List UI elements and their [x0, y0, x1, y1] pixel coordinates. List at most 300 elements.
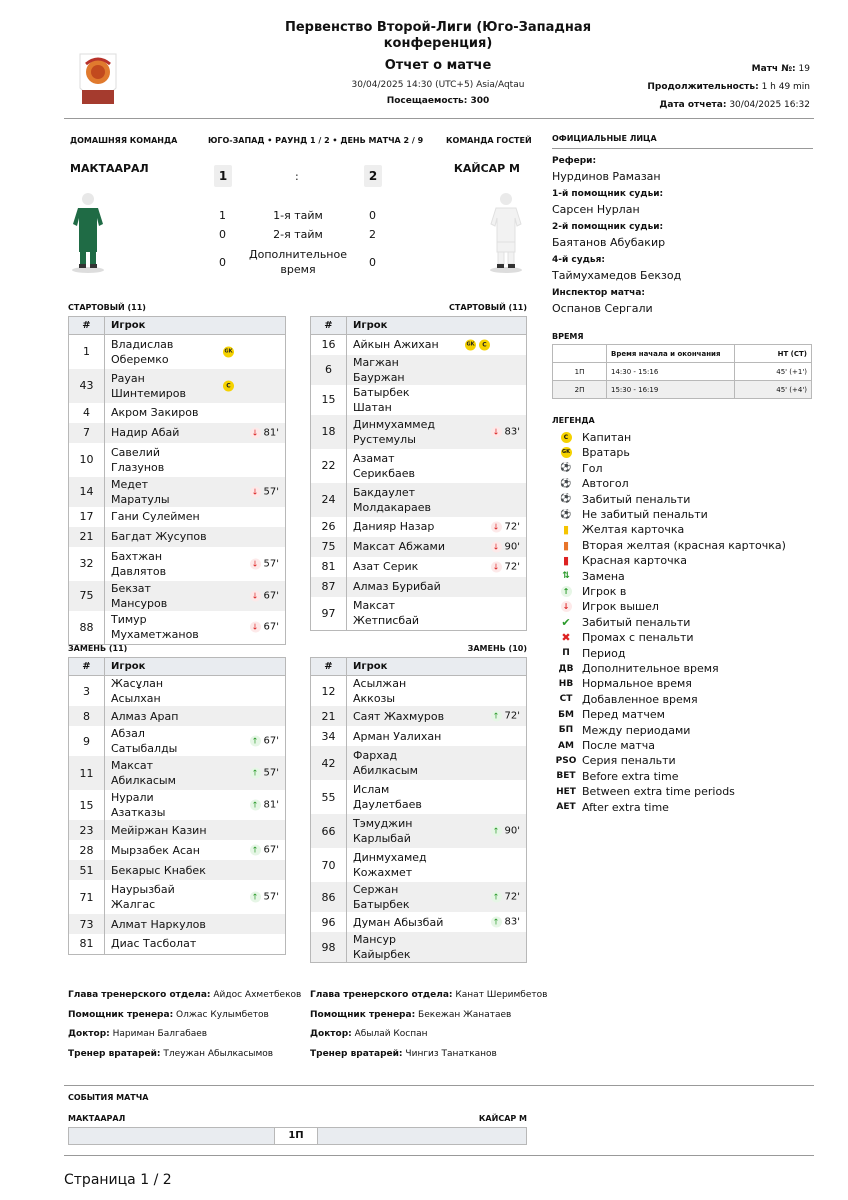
- table-row: [69, 527, 286, 547]
- player-name: Мансур Кайырбек: [353, 933, 411, 961]
- table-row: [311, 726, 527, 746]
- period2-away: 2: [369, 228, 376, 241]
- page-number: Страница 1 / 2: [64, 1172, 172, 1188]
- player-in-icon: ↑: [556, 586, 576, 597]
- player-name: Сержан Батырбек: [353, 883, 410, 911]
- sub-minute: 67': [263, 590, 279, 601]
- table-row: [311, 780, 527, 814]
- sub-minute: 57': [263, 767, 279, 779]
- legend-item: [556, 553, 687, 568]
- player-cell: [105, 477, 286, 507]
- away-team-label: КОМАНДА ГОСТЕЙ: [446, 136, 532, 145]
- player-number: 7: [69, 423, 105, 443]
- legend-label: Не забитый пенальти: [582, 508, 708, 521]
- legend-item: [556, 507, 708, 522]
- legend-item: [556, 538, 786, 553]
- table-row: [69, 547, 286, 581]
- second-yellow-icon: ▮: [562, 538, 570, 552]
- player-in-icon: ↑: [250, 800, 261, 811]
- table-row: [69, 477, 286, 507]
- player-name: Алмаз Арап: [111, 709, 179, 723]
- abbr-bet: BET: [556, 771, 576, 782]
- sub-minute: 72': [504, 561, 520, 572]
- player-in-icon: ↑: [491, 917, 502, 928]
- legend-item: [556, 769, 678, 784]
- legend-item: [556, 615, 690, 630]
- table-row: [311, 597, 527, 631]
- goal-icon: ⚽: [560, 463, 572, 474]
- table-row: [311, 355, 527, 385]
- player-name: Фархад Абилкасым: [353, 749, 418, 777]
- officials-list: [552, 156, 681, 315]
- staff-member: Доктор: Абылай Коспан: [310, 1029, 428, 1039]
- extra-label: Дополнительное время: [249, 248, 347, 276]
- table-row: [311, 912, 527, 932]
- col-number: #: [311, 658, 347, 676]
- penalty-check-icon: ✔: [561, 615, 571, 629]
- sub-minute: 83': [504, 426, 520, 437]
- player-cell: [105, 507, 286, 527]
- player-number: 21: [311, 706, 347, 726]
- table-row: [69, 914, 286, 934]
- table-row: [311, 676, 527, 707]
- player-cell: [347, 483, 527, 517]
- legend-label: Капитан: [582, 431, 632, 444]
- player-cell: [105, 914, 286, 934]
- abbr-extra: ДВ: [558, 663, 574, 674]
- sub-minute: 83': [504, 916, 520, 928]
- legend-label: Игрок вышел: [582, 600, 659, 614]
- player-name: Наурызбай Жалгас: [111, 883, 175, 911]
- abbr-before: БМ: [558, 709, 574, 720]
- player-name: Бахтжан Давлятов: [111, 549, 167, 578]
- table-row: [69, 507, 286, 527]
- col-player: Игрок: [105, 658, 286, 676]
- legend-item: [556, 599, 659, 614]
- player-cell: [105, 934, 286, 954]
- player-cell: [105, 403, 286, 423]
- time-table: [552, 344, 812, 399]
- player-cell: [347, 557, 527, 577]
- player-cell: [347, 932, 527, 963]
- player-number: 34: [311, 726, 347, 746]
- round-info: ЮГО-ЗАПАД • РАУНД 1 / 2 • ДЕНЬ МАТЧА 2 / 9: [208, 136, 424, 145]
- table-row: [69, 934, 286, 954]
- player-cell: [105, 581, 286, 611]
- legend-label: Красная карточка: [582, 554, 688, 568]
- table-row: [69, 443, 286, 477]
- legend-item: [556, 676, 692, 691]
- player-cell: [105, 840, 286, 860]
- legend-item: [556, 492, 690, 507]
- away-starting-caption: СТАРТОВЫЙ (11): [449, 303, 527, 312]
- abbr-pso: PSO: [555, 755, 577, 766]
- away-score: 2: [364, 165, 382, 187]
- table-row: [311, 882, 527, 912]
- home-subs-table: [68, 657, 286, 955]
- legend-item: [556, 661, 719, 676]
- official-role: 4-й судья:: [552, 255, 605, 265]
- sub-minute: 72': [504, 891, 520, 903]
- legend-label: После матча: [582, 739, 656, 752]
- away-subs-table: [310, 657, 527, 963]
- col-player: Игрок: [347, 658, 527, 676]
- home-score: 1: [214, 165, 232, 187]
- match-duration: Продолжительность: 1 h 49 min: [647, 82, 810, 92]
- home-starting-table: [68, 316, 286, 645]
- table-row: [69, 880, 286, 914]
- captain-icon: C: [479, 339, 490, 350]
- player-name: Алмаз Бурибай: [353, 580, 441, 593]
- abbr-het: HET: [556, 786, 576, 797]
- table-row: [311, 537, 527, 557]
- player-cell: [347, 577, 527, 597]
- legend-item: [556, 738, 655, 753]
- match-number: Матч №: 19: [751, 64, 810, 74]
- player-cell: [105, 369, 286, 403]
- official-name: Нурдинов Рамазан: [552, 170, 661, 183]
- player-name: Данияр Назар: [353, 520, 435, 533]
- player-number: 1: [69, 335, 105, 369]
- legend-label: Забитый пенальти: [582, 615, 691, 629]
- period1-label: 1-я тайм: [273, 209, 323, 222]
- events-timeline: [68, 1127, 527, 1145]
- period2-label: 2-я тайм: [273, 228, 323, 241]
- table-row: [311, 415, 527, 449]
- player-number: 16: [311, 335, 347, 355]
- player-cell: [105, 790, 286, 820]
- legend-label: Замена: [582, 569, 625, 583]
- abbr-period: П: [562, 648, 570, 659]
- player-name: Савелий Глазунов: [111, 445, 165, 474]
- officials-divider: [552, 148, 813, 149]
- player-cell: [347, 676, 527, 707]
- player-cell: [347, 355, 527, 385]
- player-out-icon: ↓: [491, 541, 502, 552]
- penalty-cross-icon: ✖: [561, 631, 571, 645]
- table-header: [311, 658, 527, 676]
- table-row: [69, 726, 286, 756]
- legend-caption: ЛЕГЕНДА: [552, 416, 595, 425]
- table-row: [69, 581, 286, 611]
- player-name: Гани Сулеймен: [111, 510, 200, 523]
- player-number: 43: [69, 369, 105, 403]
- staff-member: Тренер вратарей: Чингиз Танатканов: [310, 1048, 497, 1059]
- staff-member: Глава тренерского отдела: Канат Шеримбетов: [310, 990, 548, 1000]
- legend-label: Between extra time periods: [582, 785, 735, 799]
- substitution-icon: ⇅: [562, 571, 570, 582]
- time-caption: ВРЕМЯ: [552, 332, 584, 341]
- player-name: Тэмуджин Карлыбай: [353, 817, 413, 845]
- player-number: 15: [69, 790, 105, 820]
- table-row: [311, 932, 527, 963]
- official-role: 2-й помощник судьи:: [552, 222, 664, 232]
- player-name: Асылжан Аккозы: [353, 677, 407, 705]
- player-number: 81: [311, 557, 347, 577]
- table-row: [311, 483, 527, 517]
- player-name: Надир Абай: [111, 426, 180, 439]
- goalkeeper-icon: GK: [223, 346, 234, 357]
- legend-item: [556, 707, 665, 722]
- player-cell: [347, 706, 527, 726]
- player-name: Азамат Серикбаев: [353, 451, 415, 480]
- player-cell: [105, 820, 286, 840]
- legend-label: Дополнительное время: [582, 662, 719, 675]
- player-out-icon: ↓: [250, 427, 261, 438]
- player-in-icon: ↑: [491, 892, 502, 903]
- abbr-aet: AET: [556, 802, 576, 813]
- player-name: Тимур Мухаметжанов: [111, 613, 199, 642]
- yellow-card-icon: ▮: [562, 523, 570, 537]
- player-out-icon: ↓: [491, 561, 502, 572]
- away-team-name: КАЙСАР М: [453, 162, 520, 175]
- player-cell: [347, 517, 527, 537]
- events-period: 1П: [274, 1128, 318, 1144]
- table-row: [69, 756, 286, 790]
- away-kit-icon: [488, 190, 524, 277]
- official-role: Рефери:: [552, 156, 597, 166]
- sub-minute: 67': [263, 621, 279, 633]
- player-cell: [105, 443, 286, 477]
- player-cell: [347, 780, 527, 814]
- legend-label: Желтая карточка: [582, 523, 685, 537]
- table-row: [69, 335, 286, 369]
- sub-minute: 90': [504, 825, 520, 837]
- player-cell: [105, 756, 286, 790]
- official-role: Инспектор матча:: [552, 288, 645, 298]
- player-number: 10: [69, 443, 105, 477]
- player-cell: [105, 860, 286, 880]
- legend-label: Промах с пенальти: [582, 631, 694, 645]
- player-number: 12: [311, 676, 347, 707]
- legend-label: Перед матчем: [582, 708, 665, 722]
- penalty-scored-icon: ⚽: [560, 494, 572, 505]
- player-name: Нурали Азатказы: [111, 791, 166, 819]
- player-cell: [105, 706, 286, 726]
- player-name: Рауан Шинтемиров: [111, 371, 186, 400]
- table-row: [311, 449, 527, 483]
- events-caption: СОБЫТИЯ МАТЧА: [68, 1093, 149, 1102]
- player-name: Владислав Оберемко: [111, 337, 174, 366]
- period1-home: 1: [219, 209, 226, 222]
- player-name: Саят Жахмуров: [353, 709, 445, 723]
- col-number: #: [69, 658, 105, 676]
- sub-minute: 81': [263, 427, 279, 438]
- player-number: 6: [311, 355, 347, 385]
- official-name: Таймухамедов Бекзод: [552, 269, 682, 282]
- player-number: 70: [311, 848, 347, 882]
- player-name: Медет Маратулы: [111, 477, 170, 506]
- table-row: [69, 860, 286, 880]
- player-number: 11: [69, 756, 105, 790]
- legend-label: Игрок в: [582, 585, 627, 598]
- player-cell: [105, 880, 286, 914]
- player-name: Айкын Ажихан: [353, 338, 439, 352]
- player-in-icon: ↑: [250, 845, 261, 856]
- abbr-added: СТ: [559, 694, 573, 705]
- player-name: Алмат Наркулов: [111, 917, 206, 931]
- player-cell: [347, 882, 527, 912]
- goalkeeper-icon: GK: [556, 447, 576, 458]
- legend-item: [556, 461, 602, 476]
- staff-member: Тренер вратарей: Тлеужан Абылкасымов: [68, 1048, 274, 1059]
- official-name: Баятанов Абубакир: [552, 236, 666, 249]
- player-cell: [347, 415, 527, 449]
- player-name: Максат Абжами: [353, 540, 445, 553]
- player-number: 9: [69, 726, 105, 756]
- player-number: 8: [69, 706, 105, 726]
- player-number: 22: [311, 449, 347, 483]
- table-row: [311, 814, 527, 848]
- legend-item: [556, 646, 626, 661]
- table-row: [311, 848, 527, 882]
- table-row: [69, 611, 286, 645]
- player-name: Динмухаммед Рустемулы: [353, 417, 435, 446]
- legend-item: [556, 692, 698, 707]
- table-header: [311, 317, 527, 335]
- report-subtitle: Отчет о матче: [384, 58, 492, 73]
- legend-item: [556, 753, 676, 768]
- sub-minute: 72': [504, 521, 520, 532]
- table-row: [69, 369, 286, 403]
- player-number: 66: [311, 814, 347, 848]
- legend-label: Before extra time: [582, 769, 679, 783]
- legend-label: After extra time: [582, 800, 669, 814]
- goalkeeper-icon: GK: [465, 339, 476, 350]
- legend-item: [556, 584, 626, 599]
- player-number: 51: [69, 860, 105, 880]
- player-name: Арман Уалихан: [353, 729, 442, 743]
- table-row: [69, 820, 286, 840]
- table-row: [69, 423, 286, 443]
- legend-item: [556, 522, 684, 537]
- col-player: Игрок: [105, 317, 286, 335]
- legend-label: Вторая желтая (красная карточка): [582, 538, 786, 552]
- player-name: Багдат Жусупов: [111, 530, 207, 543]
- player-cell: [105, 527, 286, 547]
- events-away-team: КАЙСАР М: [478, 1114, 527, 1123]
- sub-minute: 57': [263, 558, 279, 569]
- period2-home: 0: [219, 228, 226, 241]
- sub-minute: 67': [263, 735, 279, 747]
- player-cell: [105, 676, 286, 707]
- time-col-ht: HT (CT): [735, 345, 812, 363]
- player-out-icon: ↓: [491, 426, 502, 437]
- sub-minute: 90': [504, 541, 520, 552]
- sub-minute: 67': [263, 844, 279, 856]
- player-out-icon: ↓: [250, 590, 261, 601]
- player-number: 73: [69, 914, 105, 934]
- player-number: 71: [69, 880, 105, 914]
- table-header: [69, 317, 286, 335]
- player-name: Максат Абилкасым: [111, 759, 176, 787]
- player-cell: [347, 848, 527, 882]
- player-out-icon: ↓: [491, 521, 502, 532]
- player-in-icon: ↑: [491, 711, 502, 722]
- player-cell: [347, 746, 527, 780]
- table-row: [69, 403, 286, 423]
- captain-icon: C: [223, 380, 234, 391]
- time-row: 2П 15:30 - 16:19 45' (+4'): [553, 381, 812, 399]
- legend-item: [556, 569, 625, 584]
- player-in-icon: ↑: [250, 892, 261, 903]
- home-team-name: МАКТААРАЛ: [70, 162, 149, 175]
- away-starting-table: [310, 316, 527, 631]
- extra-home: 0: [219, 256, 226, 269]
- player-out-icon: ↓: [556, 601, 576, 612]
- table-row: [311, 517, 527, 537]
- legend-item: [556, 723, 690, 738]
- player-name: Бакдаулет Молдакараев: [353, 485, 431, 514]
- player-number: 42: [311, 746, 347, 780]
- extra-away: 0: [369, 256, 376, 269]
- player-name: Бекзат Мансуров: [111, 581, 168, 610]
- table-row: [311, 385, 527, 415]
- player-out-icon: ↓: [250, 558, 261, 569]
- player-cell: [347, 449, 527, 483]
- player-number: 4: [69, 403, 105, 423]
- player-in-icon: ↑: [491, 826, 502, 837]
- player-name: Бекарыс Кнабек: [111, 863, 206, 877]
- legend-label: Вратарь: [582, 446, 630, 460]
- events-divider: [64, 1085, 814, 1086]
- player-name: Мейіржан Казин: [111, 823, 207, 837]
- home-kit-icon: [70, 190, 106, 277]
- player-cell: [105, 335, 286, 369]
- home-subs-caption: ЗАМЕНЬ (11): [68, 644, 128, 653]
- player-in-icon: ↑: [250, 768, 261, 779]
- player-number: 32: [69, 547, 105, 581]
- player-number: 21: [69, 527, 105, 547]
- table-row: [69, 676, 286, 707]
- legend-label: Серия пенальти: [582, 754, 676, 768]
- player-number: 75: [311, 537, 347, 557]
- legend-item: [556, 630, 694, 645]
- legend-label: Гол: [582, 461, 603, 475]
- home-starting-caption: СТАРТОВЫЙ (11): [68, 303, 146, 312]
- player-name: Батырбек Шатан: [353, 385, 410, 414]
- player-number: 81: [69, 934, 105, 954]
- player-name: Абзал Сатыбалды: [111, 727, 178, 755]
- col-player: Игрок: [347, 317, 527, 335]
- legend-label: Добавленное время: [582, 692, 698, 706]
- player-cell: [347, 912, 527, 932]
- time-row: 1П 14:30 - 15:16 45' (+1'): [553, 363, 812, 381]
- player-cell: [105, 611, 286, 645]
- sub-minute: 57': [263, 891, 279, 903]
- player-number: 24: [311, 483, 347, 517]
- staff-member: Доктор: Нариман Балгабаев: [68, 1029, 208, 1039]
- player-number: 18: [311, 415, 347, 449]
- player-cell: [347, 537, 527, 557]
- player-name: Максат Жетписбай: [353, 599, 420, 628]
- table-row: [311, 706, 527, 726]
- player-number: 15: [311, 385, 347, 415]
- own-goal-icon: ⚽: [560, 478, 572, 489]
- legend-item: [556, 476, 629, 491]
- league-logo: [76, 50, 120, 106]
- player-name: Магжан Бауржан: [353, 355, 405, 384]
- player-number: 87: [311, 577, 347, 597]
- player-number: 98: [311, 932, 347, 963]
- match-datetime: 30/04/2025 14:30 (UTC+5) Asia/Aqtau: [351, 80, 525, 90]
- player-cell: [347, 335, 527, 355]
- col-number: #: [69, 317, 105, 335]
- table-header: [69, 658, 286, 676]
- player-cell: [105, 726, 286, 756]
- legend-label: Период: [582, 646, 626, 660]
- legend-item: [556, 784, 735, 799]
